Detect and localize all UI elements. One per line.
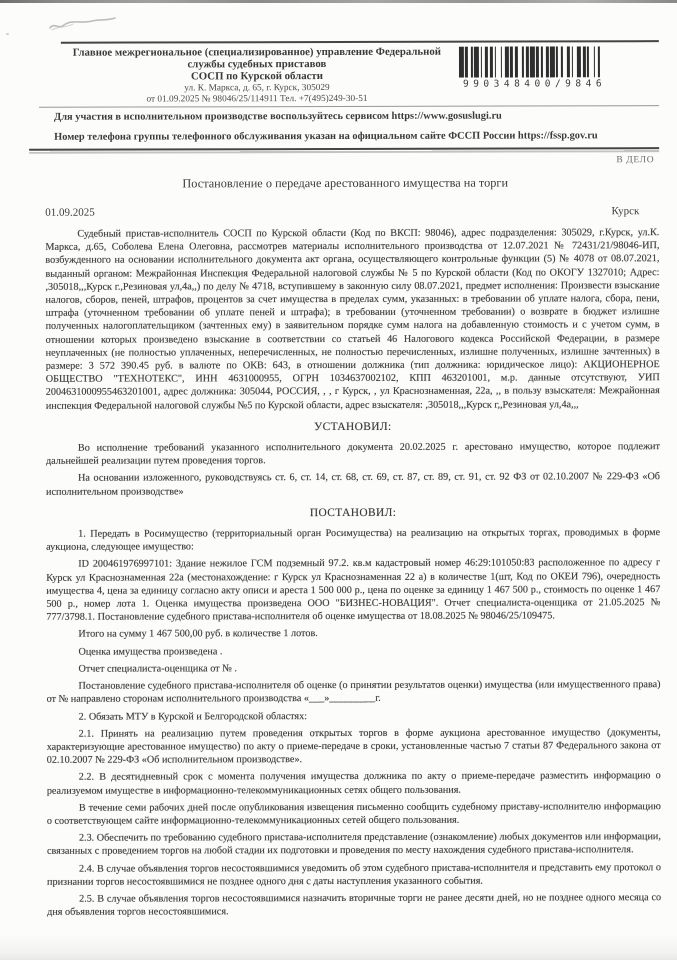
org-name-line3: СОСП по Курской области [190, 70, 323, 83]
pencil-squiggle-mark [48, 12, 120, 39]
ustanovil-heading: УСТАНОВИЛ: [314, 420, 392, 433]
postanovil-item-2: 2. Обязать МТУ в Курской и Белгородской областях: [78, 710, 308, 723]
valuation-resolution-note: Постановление судебного пристава-исполнителя об оценке (о принятии результатов оценки) имущества (или имущественного права) от № направлено сторонам исполнительного производства «___»_________г. [46, 679, 661, 706]
ustanovil-paragraph-1: Во исполнение требований указанного исполнительного документа 20.02.2025 г. арестовано имущество, которое подлежит дальнейшей реализации путем проведения торгов. [45, 441, 660, 468]
postanovil-item-2-3: 2.3. Обеспечить по требованию судебного пристава-исполнителя представление (ознакомление) любых документов или информации, связанных с проведением торгов на любой стадии их подготовки и проведения по месту нахождения судебного пристава-исполнителя. [46, 831, 661, 858]
ustanovil-paragraph-2: На основании изложенного, руководствуясь ст. 6, ст. 14, ст. 68, ст. 69, ст. 87, ст. 89, ст. 91, ст. 92 ФЗ от 02.10.2007 № 229-ФЗ «Об исполнительном производстве» [46, 471, 661, 498]
letterhead-bottom-rule [29, 147, 659, 152]
barcode [459, 46, 657, 78]
lot-description: ID 200461976997101: Здание нежилое ГСМ подземный 97.2. кв.м кадастровый номер 46:29:101050:83 расположенное по адресу г Курск ул Краснознаменная 22а (местонахождение: г Курск ул Краснознаменная 22 а) в количестве 1(шт, Код по ОКЕИ 796), очередность имущества 4, цена за единицу согласно акту описи и ареста 1 500 000 р., цена по оценке за единицу 1 467 500 р., стоимость по оценке 1 467 500 р., номер лота 1. Оценка имущества произведена ООО "БИЗНЕС-НОВАЦИЯ". Отчет специалиста-оценщика от 21.05.2025 № 777/3798.1. Постановление судебного пристава-исполнителя об оценке имущества от 18.08.2025 № 98046/25/109475. [46, 557, 661, 624]
postanovil-item-2-4: 2.4. В случае объявления торгов несостоявшимися уведомить об этом судебного пристава-исполнителя и представить ему протокол о признании торгов несостоявшимися не позднее одного дня с даты наступления указанного события. [47, 861, 662, 888]
barcode-number: 990348400/9846 [462, 78, 607, 90]
gosuslugi-notice: Для участия в исполнительном производстве воспользуйтесь сервисом https://www.gosuslugi.ru [54, 110, 502, 123]
org-name-line1: Главное межрегиональное (специализированное) управление Федеральной [72, 45, 441, 59]
barcode-block [453, 42, 659, 90]
date-place-line [45, 205, 639, 219]
letterhead-divider [39, 105, 659, 108]
case-file-mark: В ДЕЛО [616, 155, 655, 166]
lot-total: Итого на сумму 1 467 500,00 руб. в количестве 1 лотов. [78, 628, 318, 641]
valuation-note: Оценка имущества произведена . [78, 645, 223, 658]
phone-notice: Номер телефона группы телефонного обслуживания указан на официальном сайте ФССП России https://fssp.gov.ru [54, 130, 598, 143]
appraiser-report-note: Отчет специалиста-оценщика от № . [78, 663, 237, 675]
postanovil-heading: ПОСТАНОВИЛ: [309, 506, 397, 519]
postanovil-item-2-5: 2.5. В случае объявления торгов несостоявшимися назначить вторичные торги не ранее десяти дней, но не позднее одного месяца со дня объявления торгов несостоявшимися. [47, 892, 662, 918]
postanovil-item-1: 1. Передать в Росимущество (территориальный орган Росимущества) на реализацию на открытых торгах, проводимых в форме аукциона, следующее имущество: [46, 527, 661, 554]
document-reference-number: от 01.09.2025 № 98046/25/114911 Тел. +7(495)249-30-51 [146, 93, 368, 105]
letterhead [61, 40, 659, 105]
document-text [45, 226, 661, 919]
letterhead-org-block [61, 43, 453, 105]
scan-edge-artifact [0, 0, 677, 3]
org-address: ул. К. Маркса, д. 65, г. Курск, 305029 [184, 83, 330, 94]
document-title: Постановление о передаче арестованного имущества на торги [182, 175, 509, 191]
document-body [0, 40, 677, 919]
scan-speck [6, 33, 9, 35]
postanovil-item-2-1: 2.1. Принять на реализацию путем проведения открытых торгов в форме аукциона арестованное имущество (документы, характеризующие арестованное имущество) по акту о приеме-передаче в сроки, установленные частью 7 статьи 87 Федерального закона от 02.10.2007 № 229-ФЗ «Об исполнительном производстве». [46, 726, 661, 766]
document-date: 01.09.2025 [45, 206, 95, 219]
postanovil-item-2-2: 2.2. В десятидневный срок с момента получения имущества должника по акту о приеме-передаче разместить информацию о реализуемом имуществе в информационно-телекоммуникационных сетях общего пользования. [46, 770, 661, 797]
postanovil-item-2-2b: В течение семи рабочих дней после опубликования извещения письменно сообщить судебному приставу-исполнителю информацию о соответствующем сайте информационно-телекоммуникационных сетей общего пользования. [46, 800, 661, 827]
org-name-line2: службы судебных приставов [187, 58, 327, 71]
preamble-paragraph: Судебный пристав-исполнитель СОСП по Курской области (Код по ВКСП: 98046), адрес подразделения: 305029, г.Курск, ул.К. Маркса, д.65, Соболева Елена Олеговна, рассмотрев материалы исполнительного производства от 12.07.2021 № 72431/21/98046-ИП, возбужденного на основании исполнительного документа акт органа, осуществляющего контрольные функции (5) № 4078 от 08.07.2021, выданный органом: Межрайонная Инспекция Федеральной налоговой службы № 5 по Курской области (Код по ОКОГУ 1327010; Адрес: ,305018,,,Курск г.,Резиновая ул,4а,,) по делу № 4718, вступившему в законную силу 08.07.2021, предмет исполнения: Произвести взыскание налогов, сборов, пеней, штрафов, процентов за счет имущества в пределах сумм, указанных: в требовании об уплате налога, сбора, пени, штрафа (уточненном требовании об уплате пеней и штрафа); в требовании (уточненном требовании) о возврате в бюджет излишне полученных налогоплательщиком (зачтенных ему) в заявительном порядке сумм налога на добавленную стоимость и с учетом сумм, в отношении которых произведено взыскание в соответствии со статьей 46 Налогового кодекса Российской Федерации, в размере неуплаченных (не полностью уплаченных, неперечисленных, не полностью перечисленных, излишне полученных, излишне зачтенных) в размере: 3 572 390.45 руб. в валюте по ОКВ: 643, в отношении должника (тип должника: юридическое лицо): АКЦИОНЕРНОЕ ОБЩЕСТВО "ТЕХНОТЕКС", ИНН 4631000955, ОГРН 1034637002102, КПП 463201001, м.р. данные отсутствуют, УИП 2004631000955463201001, адрес должника: 305044, РОССИЯ, , , г Курск, , ул Краснознаменная, 22а, ,, в пользу взыскателя: Межрайонная инспекция Федеральной налоговой службы №5 по Курской области, адрес взыскателя: ,305018,,,Курск г,,Резиновая ул,4а,,, [45, 227, 660, 412]
document-place: Курск [611, 205, 640, 218]
